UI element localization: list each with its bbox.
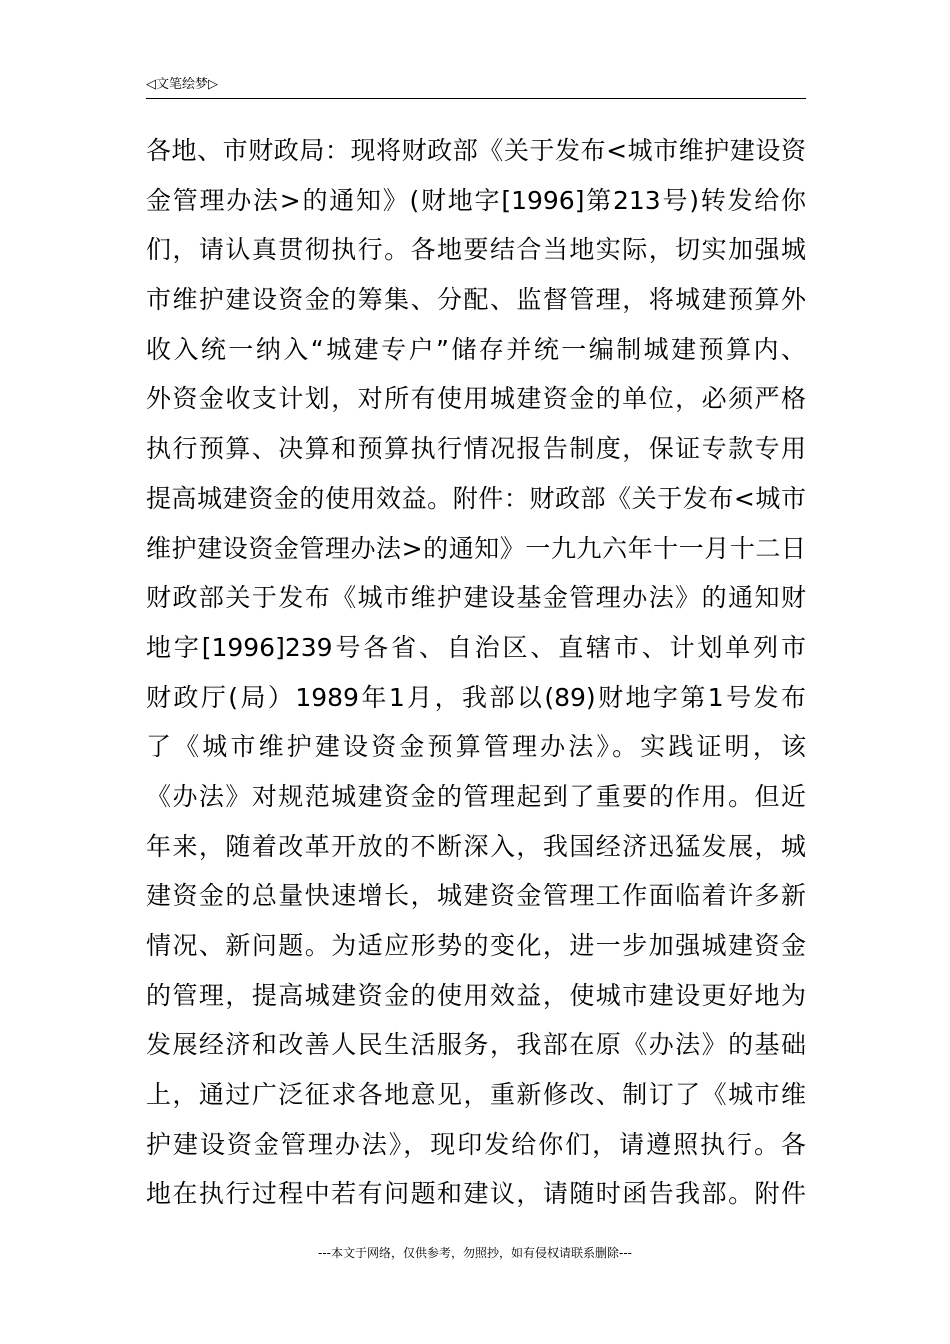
body-line: 地在执行过程中若有问题和建议，请随时函告我部。附件 xyxy=(146,1179,806,1209)
body-line: 财政厅(局）1989年1月，我部以(89)财地字第1号发布 xyxy=(146,682,806,712)
body-line: 情况、新问题。为适应形势的变化，进一步加强城建资金 xyxy=(146,931,806,960)
body-line: 市维护建设资金的筹集、分配、监督管理，将城建预算外 xyxy=(146,285,806,315)
body-line: 建资金的总量快速增长，城建资金管理工作面临着许多新 xyxy=(146,881,806,911)
body-line: 《办法》对规范城建资金的管理起到了重要的作用。但近 xyxy=(146,781,806,811)
document-body xyxy=(146,126,806,1219)
page-header xyxy=(146,74,806,99)
body-line: 维护建设资金管理办法>的通知》一九九六年十一月十二日 xyxy=(146,533,806,563)
page-footer: ---本文于网络，仅供参考，勿照抄，如有侵权请联系删除--- xyxy=(318,1246,632,1260)
body-line: 年来，随着改革开放的不断深入，我国经济迅猛发展，城 xyxy=(146,831,806,861)
body-line: 发展经济和改善人民生活服务，我部在原《办法》的基础 xyxy=(146,1030,806,1060)
body-line: 财政部关于发布《城市维护建设基金管理办法》的通知财 xyxy=(146,583,806,613)
body-line: 的管理，提高城建资金的使用效益，使城市建设更好地为 xyxy=(146,980,806,1010)
header-title: ◁文笔绘梦▷ xyxy=(146,77,218,92)
body-line: 金管理办法>的通知》(财地字[1996]第213号)转发给你 xyxy=(146,185,806,215)
body-line: 执行预算、决算和预算执行情况报告制度，保证专款专用 xyxy=(146,434,806,464)
body-line: 外资金收支计划，对所有使用城建资金的单位，必须严格 xyxy=(146,384,806,414)
body-line: 地字[1996]239号各省、自治区、直辖市、计划单列市 xyxy=(146,632,806,662)
body-line: 了《城市维护建设资金预算管理办法》。实践证明，该 xyxy=(146,732,806,762)
body-line: 们，请认真贯彻执行。各地要结合当地实际，切实加强城 xyxy=(146,235,806,265)
body-line: 收入统一纳入“城建专户”储存并统一编制城建预算内、 xyxy=(146,334,806,364)
body-line: 护建设资金管理办法》，现印发给你们，请遵照执行。各 xyxy=(146,1129,806,1159)
body-line: 上，通过广泛征求各地意见，重新修改、制订了《城市维 xyxy=(146,1080,806,1110)
body-line: 各地、市财政局：现将财政部《关于发布<城市维护建设资 xyxy=(146,136,806,165)
body-line: 提高城建资金的使用效益。附件：财政部《关于发布<城市 xyxy=(146,483,806,513)
